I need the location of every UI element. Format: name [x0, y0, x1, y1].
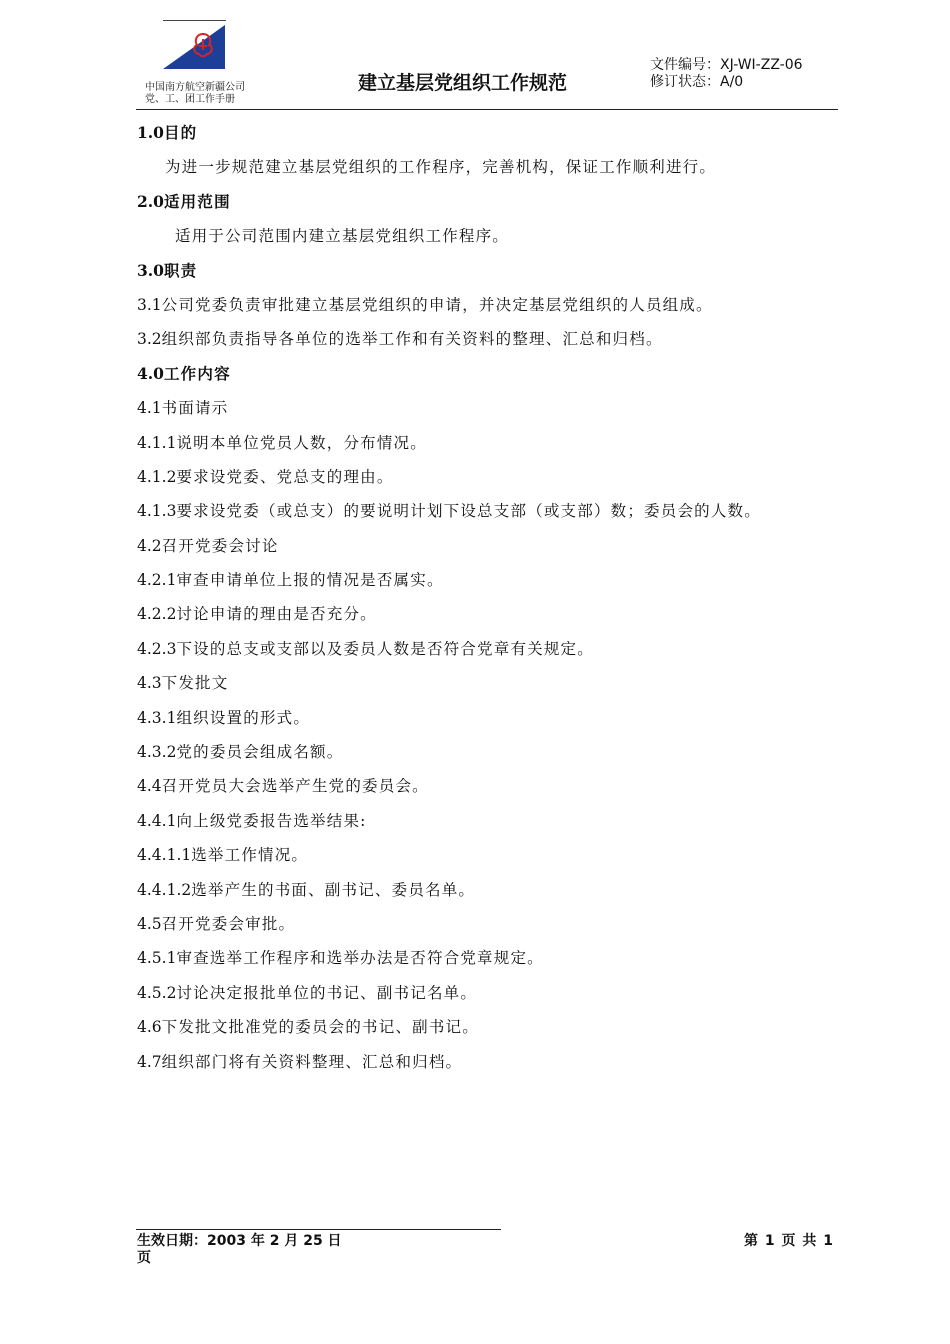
item-number: 4.3: [137, 674, 162, 693]
body-line: [137, 735, 857, 769]
item-number: 4.2.1: [137, 571, 177, 590]
item-number: 4.0: [137, 363, 164, 383]
item-number: 4.1.2: [137, 467, 177, 486]
section-heading: [137, 185, 857, 219]
manual-name: 党、工、团工作手册: [145, 94, 235, 105]
body-line: [137, 632, 857, 666]
item-number: 4.1.3: [137, 502, 177, 521]
item-text: 讨论决定报批单位的书记、副书记名单。: [176, 983, 478, 1002]
item-number: 4.4: [137, 777, 162, 796]
body-line: [137, 150, 857, 184]
item-text: 下发批文: [161, 674, 229, 693]
body-line: [137, 769, 857, 803]
item-text: 要求设党委、党总支的理由。: [176, 467, 394, 486]
revision-label: 修订状态：: [650, 74, 720, 90]
doc-number-label: 文件编号：: [650, 57, 720, 73]
item-text: 适用于公司范围内建立基层党组织工作程序。: [175, 227, 510, 246]
company-name: 中国南方航空新疆公司: [145, 82, 245, 93]
item-text: 召开党委会讨论: [161, 536, 279, 555]
body-line: [137, 391, 857, 425]
body-line: [137, 907, 857, 941]
section-heading: [137, 254, 857, 288]
item-number: 4.5.2: [137, 983, 177, 1002]
item-number: 2.0: [137, 191, 164, 211]
item-number: 4.3.2: [137, 743, 177, 762]
item-text: 说明本单位党员人数，分布情况。: [176, 433, 427, 452]
item-text: 组织设置的形式。: [176, 708, 311, 727]
item-text: 公司党委负责审批建立基层党组织的申请，并决定基层党组织的人员组成。: [161, 295, 713, 314]
item-text: 召开党员大会选举产生党的委员会。: [161, 777, 429, 796]
body-line: [137, 426, 857, 460]
item-number: 4.6: [137, 1018, 162, 1037]
doc-number-line: [650, 57, 803, 73]
item-number: 4.4.1: [137, 811, 177, 830]
body-line: [137, 460, 857, 494]
page-tail: 页: [137, 1250, 151, 1266]
item-text: 审查申请单位上报的情况是否属实。: [176, 571, 444, 590]
item-number: 3.2: [137, 330, 162, 349]
item-number: 4.1: [137, 399, 162, 418]
body-line: [137, 873, 857, 907]
section-heading: [137, 116, 857, 150]
item-number: 4.2.3: [137, 639, 177, 658]
item-text: 要求设党委（或总支）的要说明计划下设总支部（或支部）数；委员会的人数。: [176, 502, 761, 521]
document-body: [137, 116, 857, 1079]
item-text: 讨论申请的理由是否充分。: [176, 605, 377, 624]
item-number: 4.7: [137, 1052, 162, 1071]
item-number: 4.2: [137, 536, 162, 555]
section-heading: [137, 357, 857, 391]
item-text: 审查选举工作程序和选举办法是否符合党章规定。: [176, 949, 544, 968]
item-number: 4.1.1: [137, 433, 177, 452]
item-number: 1.0: [137, 123, 164, 142]
body-line: [137, 597, 857, 631]
body-line: [137, 976, 857, 1010]
item-text: 向上级党委报告选举结果:: [176, 811, 367, 830]
body-line: [137, 322, 857, 356]
doc-number: XJ-WI-ZZ-06: [720, 57, 803, 73]
body-line: [137, 529, 857, 563]
item-number: 4.3.1: [137, 708, 177, 727]
effective-date: 生效日期：2003 年 2 月 25 日: [137, 1233, 342, 1249]
body-line: [137, 804, 857, 838]
item-text: 下发批文批准党的委员会的书记、副书记。: [161, 1018, 479, 1037]
body-line: [137, 563, 857, 597]
header-rule: [136, 109, 838, 110]
item-number: 3.1: [137, 295, 162, 314]
body-line: [137, 1010, 857, 1044]
item-number: 4.5.1: [137, 949, 177, 968]
item-number: 4.5: [137, 914, 162, 933]
item-number: 4.2.2: [137, 605, 177, 624]
item-number: 3.0: [137, 260, 164, 280]
item-text: 工作内容: [163, 363, 231, 383]
body-line: [137, 701, 857, 735]
item-text: 组织部门将有关资料整理、汇总和归档。: [161, 1052, 463, 1071]
page-count: 第 1 页 共 1: [744, 1233, 834, 1249]
item-text: 目的: [163, 123, 198, 142]
item-text: 召开党委会审批。: [161, 914, 296, 933]
document-title: 建立基层党组织工作规范: [358, 72, 568, 94]
body-line: [137, 288, 857, 322]
item-text: 下设的总支或支部以及委员人数是否符合党章有关规定。: [176, 639, 594, 658]
logo-rule: [163, 20, 226, 21]
item-text: 适用范围: [163, 191, 231, 211]
body-line: [137, 666, 857, 700]
item-number: 4.4.1.2: [137, 880, 192, 899]
body-line: [137, 494, 857, 528]
item-number: 4.4.1.1: [137, 846, 192, 865]
item-text: 党的委员会组成名额。: [176, 743, 344, 762]
item-text: 选举产生的书面、副书记、委员名单。: [191, 880, 476, 899]
item-text: 选举工作情况。: [191, 846, 309, 865]
revision-status: A/0: [720, 74, 744, 90]
kapok-flower-logo-icon: [163, 22, 225, 72]
item-text: 书面请示: [161, 399, 229, 418]
body-line: [137, 838, 857, 872]
item-text: 职责: [163, 260, 198, 280]
item-text: 组织部负责指导各单位的选举工作和有关资料的整理、汇总和归档。: [161, 330, 663, 349]
body-line: [137, 941, 857, 975]
footer-rule: [136, 1229, 501, 1230]
revision-line: [650, 74, 743, 90]
body-line: [137, 1045, 857, 1079]
item-text: 为进一步规范建立基层党组织的工作程序，完善机构，保证工作顺利进行。: [165, 158, 717, 177]
body-line: [137, 219, 857, 253]
